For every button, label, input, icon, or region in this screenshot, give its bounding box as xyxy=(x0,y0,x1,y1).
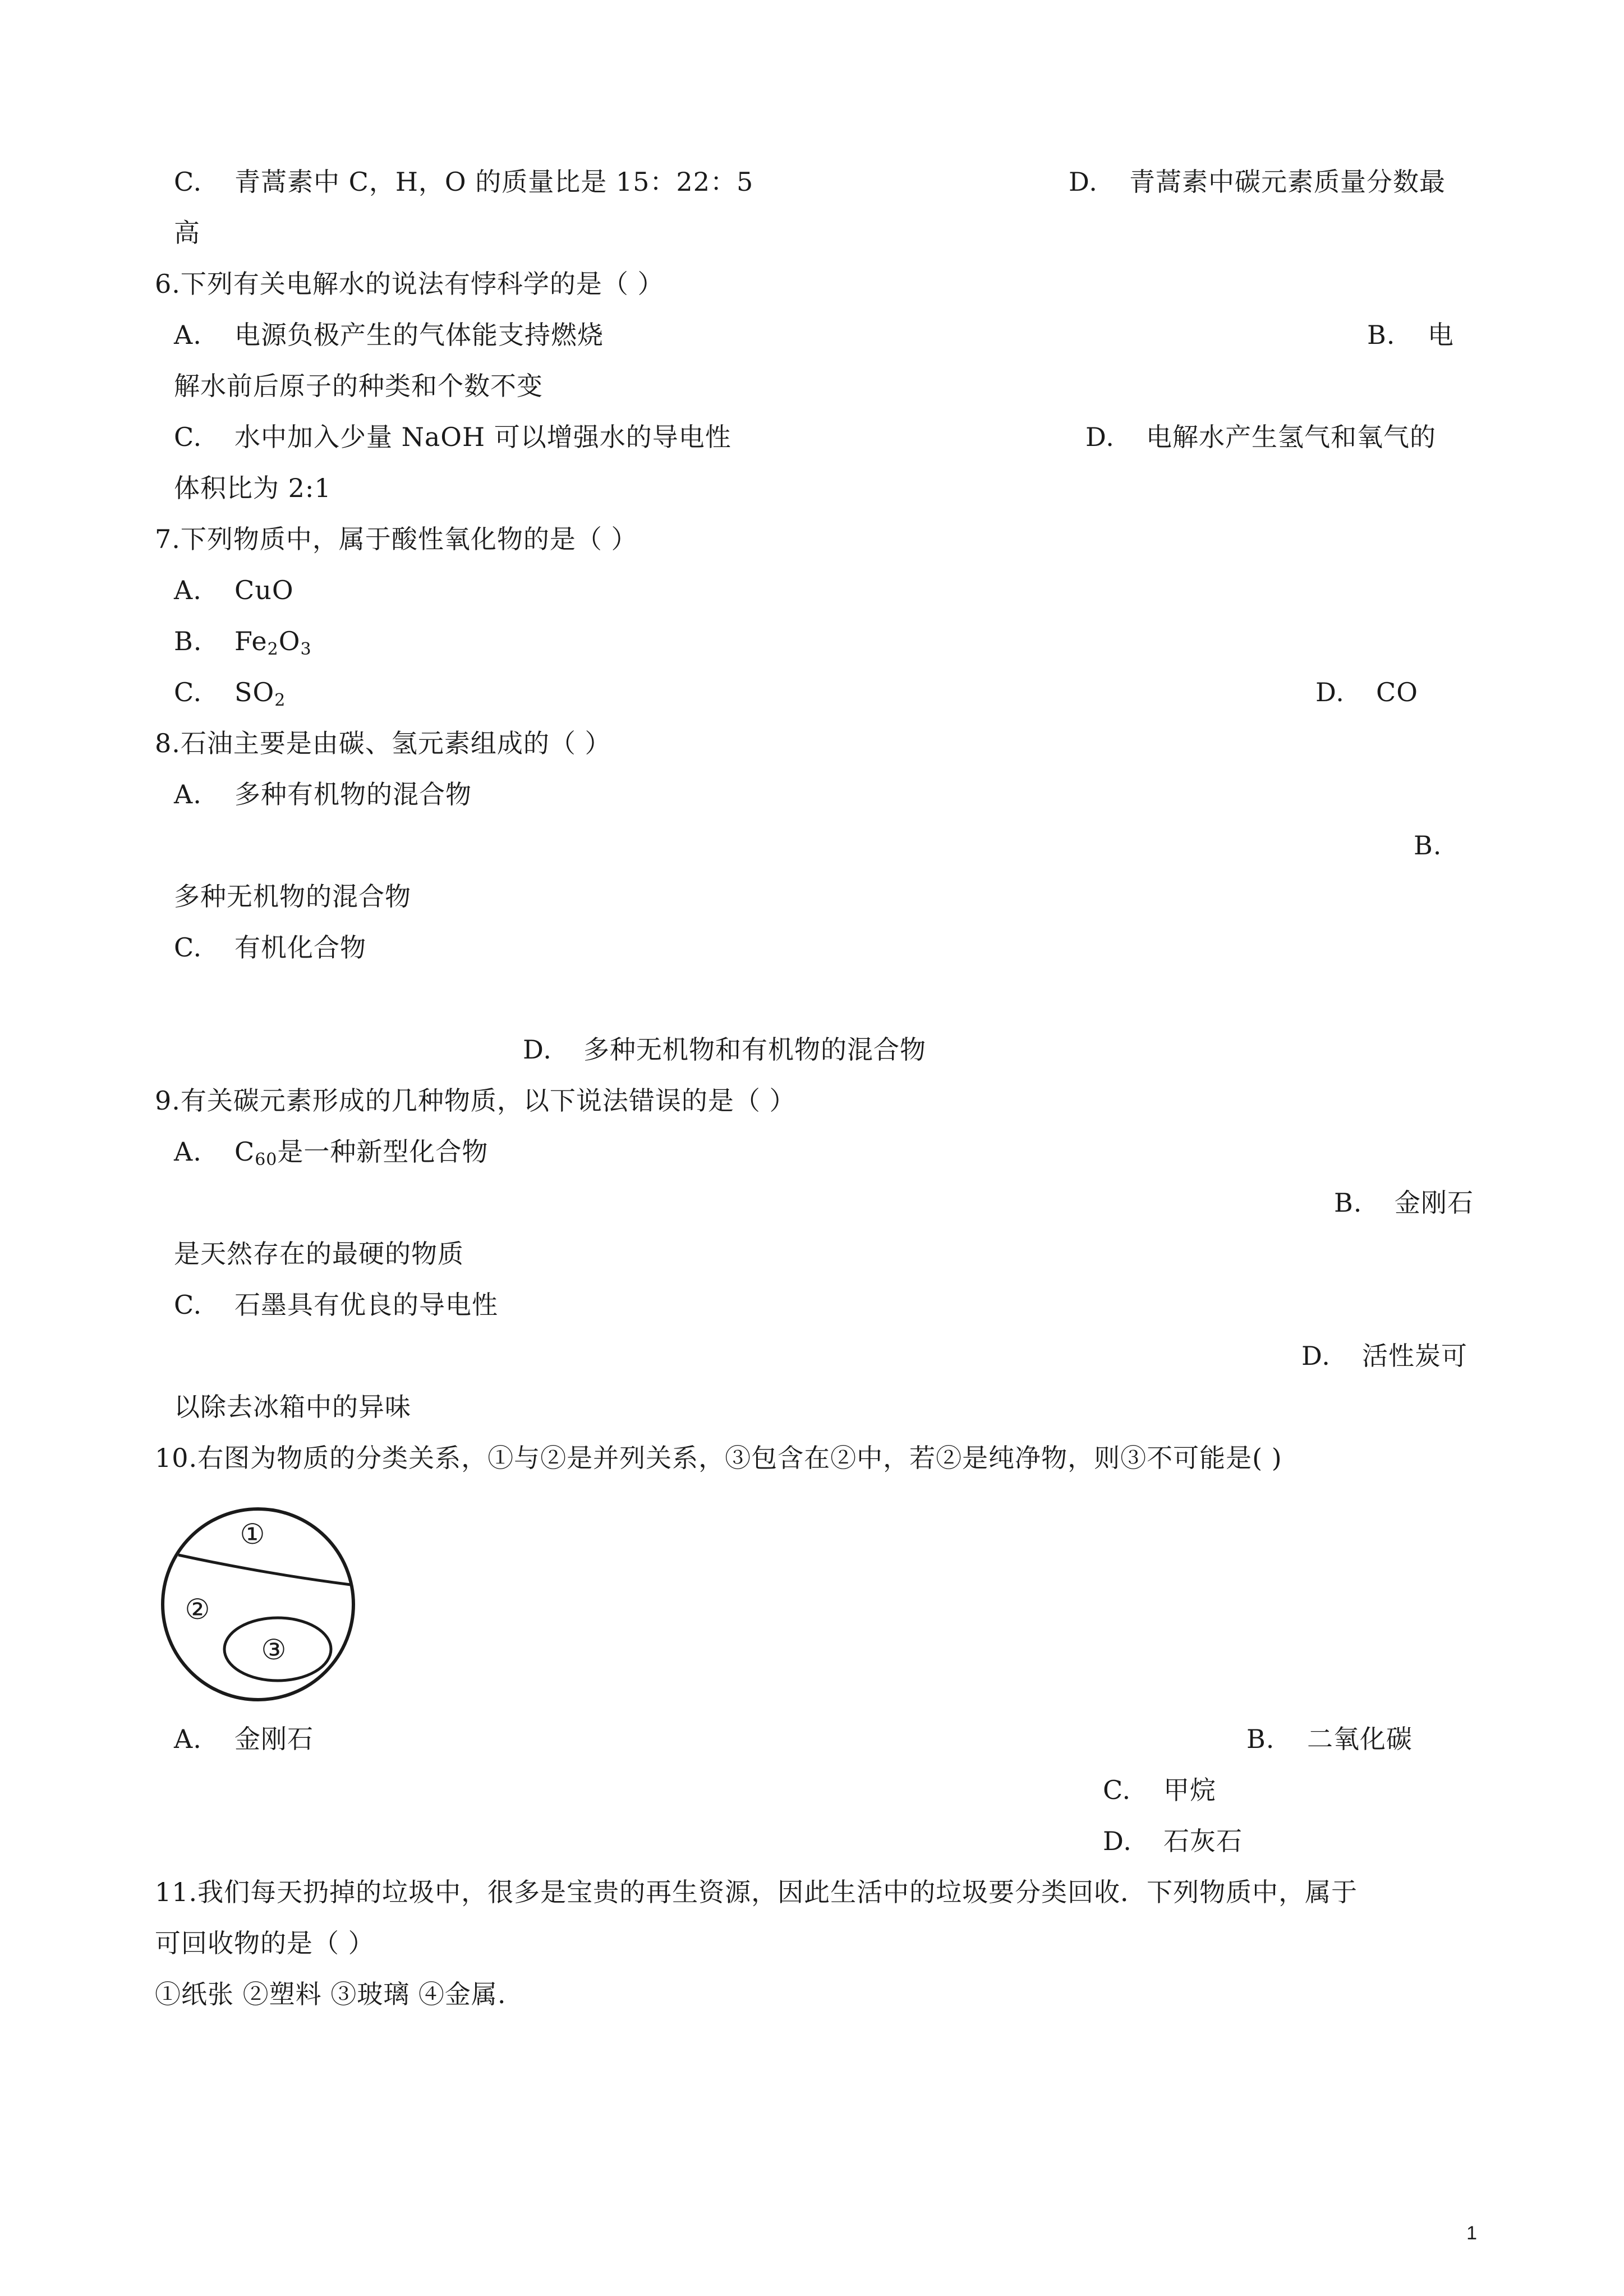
option-label: B. xyxy=(1246,1724,1275,1754)
q6-stem: 6.下列有关电解水的说法有悖科学的是（ ） xyxy=(155,269,664,299)
region-2-label: ② xyxy=(185,1593,210,1626)
q9-stem: 9.有关碳元素形成的几种物质，以下说法错误的是（ ） xyxy=(155,1085,796,1116)
option-text: 甲烷 xyxy=(1163,1775,1216,1805)
option-label: D. xyxy=(1315,677,1345,707)
option-text: 电解水产生氢气和氧气的 xyxy=(1146,422,1436,452)
formula-subscript: 3 xyxy=(300,639,312,659)
option-label: A. xyxy=(174,1724,202,1754)
option-text: 青蒿素中碳元素质量分数最 xyxy=(1129,167,1446,197)
q8-option-d xyxy=(523,1033,926,1066)
q11-stem-line1: 11.我们每天扔掉的垃圾中，很多是宝贵的再生资源，因此生活中的垃圾要分类回收．下列物质中，属于 xyxy=(155,1877,1358,1907)
option-text: 石墨具有优良的导电性 xyxy=(234,1290,498,1320)
q8-option-b-continued: 多种无机物的混合物 xyxy=(174,881,411,912)
formula-part: SO xyxy=(234,677,275,707)
q9-option-b xyxy=(1334,1186,1474,1220)
q9-option-a xyxy=(174,1135,488,1168)
q7-option-d xyxy=(1315,675,1418,709)
option-label: B. xyxy=(1367,320,1396,350)
formula-part: C xyxy=(234,1137,255,1167)
formula-part: 是一种新型化合物 xyxy=(277,1137,489,1167)
option-label: C. xyxy=(174,422,203,452)
q6-option-d xyxy=(1085,420,1436,454)
q6-option-a xyxy=(174,318,604,352)
formula-subscript: 2 xyxy=(274,691,286,710)
q5-option-c xyxy=(174,165,753,199)
q10-option-d xyxy=(1103,1824,1243,1858)
q8-option-c xyxy=(174,931,366,964)
q8-option-b xyxy=(1414,829,1442,862)
option-label: D. xyxy=(523,1034,552,1065)
q6-option-b xyxy=(1367,318,1454,352)
q10-option-c xyxy=(1103,1773,1216,1807)
option-text: 金刚石 xyxy=(234,1724,314,1754)
option-text: 水中加入少量 NaOH 可以增强水的导电性 xyxy=(234,422,732,452)
option-label: A. xyxy=(174,575,202,605)
option-text: 石灰石 xyxy=(1163,1826,1243,1856)
formula-part: O xyxy=(278,626,301,656)
q9-option-d xyxy=(1301,1339,1467,1373)
q6-option-b-continued: 解水前后原子的种类和个数不变 xyxy=(174,371,543,401)
option-text: 金刚石 xyxy=(1395,1188,1474,1218)
q11-items: ①纸张 ②塑料 ③玻璃 ④金属. xyxy=(155,1979,507,2009)
divider-line xyxy=(178,1555,351,1585)
q8-stem: 8.石油主要是由碳、氢元素组成的（ ） xyxy=(155,728,611,758)
option-label: C. xyxy=(174,932,203,963)
option-label: D. xyxy=(1103,1826,1132,1856)
formula-subscript: 60 xyxy=(255,1150,278,1170)
q10-option-b xyxy=(1246,1722,1413,1756)
option-label: A. xyxy=(174,320,202,350)
option-label: B. xyxy=(1414,830,1442,861)
option-text: CO xyxy=(1376,677,1418,707)
option-label: D. xyxy=(1069,167,1098,197)
option-text: 青蒿素中 C，H，O 的质量比是 15：22：5 xyxy=(234,167,754,197)
option-label: A. xyxy=(174,779,202,809)
q6-option-d-continued: 体积比为 2:1 xyxy=(174,473,332,503)
q7-option-b xyxy=(174,624,312,658)
option-label: D. xyxy=(1301,1341,1331,1371)
option-text xyxy=(234,677,286,710)
formula-subscript: 2 xyxy=(267,639,279,659)
option-text xyxy=(234,626,312,659)
option-label: C. xyxy=(174,167,203,197)
q7-option-a xyxy=(174,573,294,607)
region-1-label: ① xyxy=(240,1518,265,1550)
q5-option-d xyxy=(1069,165,1446,199)
q9-option-d-continued: 以除去冰箱中的异味 xyxy=(174,1392,411,1422)
option-label: B. xyxy=(174,626,203,656)
option-text: 有机化合物 xyxy=(234,932,366,963)
option-label: C. xyxy=(174,1290,203,1320)
option-text: 多种有机物的混合物 xyxy=(234,779,472,809)
q11-stem-line2: 可回收物的是（ ） xyxy=(155,1928,375,1958)
option-text xyxy=(234,1137,489,1170)
q5-option-d-continued: 高 xyxy=(174,218,200,248)
q9-option-c xyxy=(174,1288,498,1322)
option-label: C. xyxy=(1103,1775,1131,1805)
region-3-label: ③ xyxy=(261,1634,287,1666)
option-label: D. xyxy=(1085,422,1115,452)
q6-option-c xyxy=(174,420,732,454)
option-text: CuO xyxy=(234,575,294,605)
page-number: 1 xyxy=(1466,2223,1477,2244)
option-text: 活性炭可 xyxy=(1362,1341,1467,1371)
q10-option-a xyxy=(174,1722,314,1756)
option-label: B. xyxy=(1334,1188,1363,1218)
option-label: C. xyxy=(174,677,203,707)
q9-option-b-continued: 是天然存在的最硬的物质 xyxy=(174,1239,464,1269)
option-text: 多种无机物和有机物的混合物 xyxy=(583,1034,926,1065)
q10-stem: 10.右图为物质的分类关系，①与②是并列关系，③包含在②中，若②是纯净物，则③不可能是( ) xyxy=(155,1443,1282,1473)
option-text: 二氧化碳 xyxy=(1307,1724,1413,1754)
formula-part: Fe xyxy=(234,626,268,656)
q8-option-a xyxy=(174,777,472,811)
option-text: 电源负极产生的气体能支持燃烧 xyxy=(234,320,604,350)
q7-stem: 7.下列物质中，属于酸性氧化物的是（ ） xyxy=(155,524,638,554)
classification-diagram xyxy=(157,1503,365,1711)
option-text: 电 xyxy=(1428,320,1454,350)
option-label: A. xyxy=(174,1137,202,1167)
q7-option-c xyxy=(174,675,286,709)
